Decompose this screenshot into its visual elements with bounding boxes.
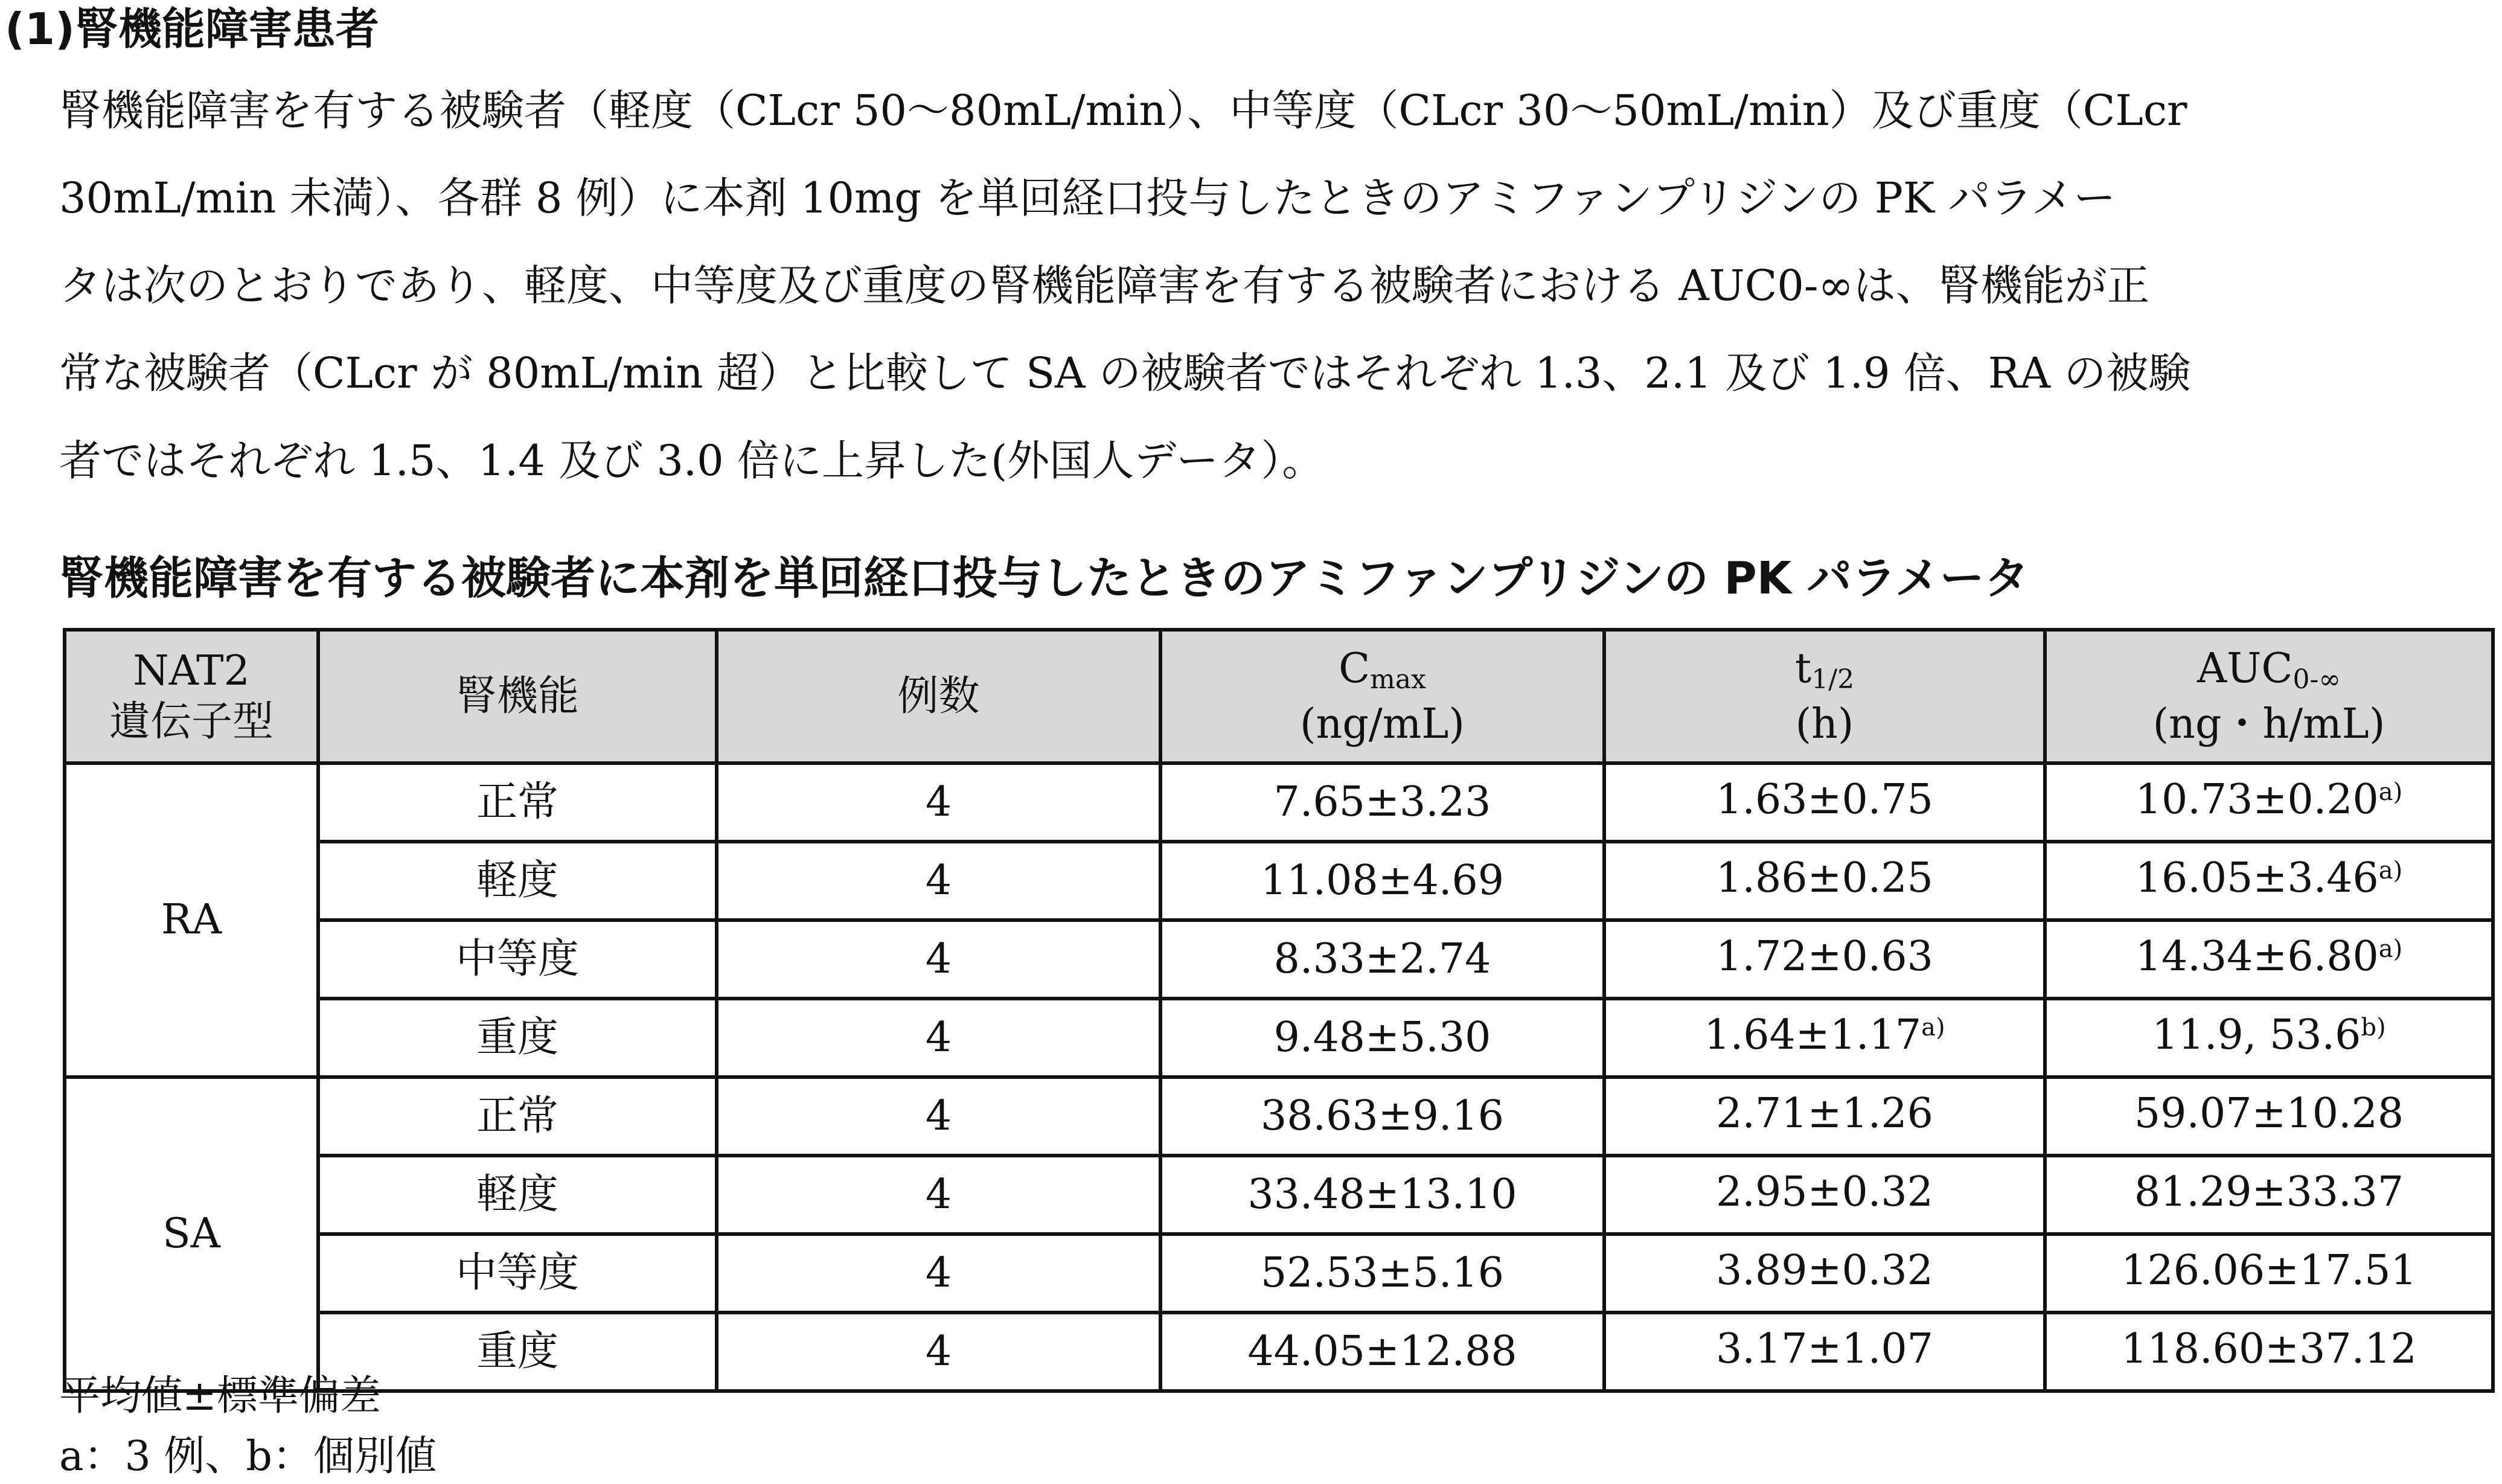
table-title: 腎機能障害を有する被験者に本剤を単回経口投与したときのアミファンプリジンの PK パラメータ bbox=[59, 552, 2029, 604]
auc-cell: 126.06±17.51 bbox=[2045, 1234, 2493, 1313]
renal-cell: 中等度 bbox=[318, 1234, 717, 1313]
auc-cell: 59.07±10.28 bbox=[2045, 1077, 2493, 1156]
n-cell: 4 bbox=[717, 1234, 1160, 1313]
header-auc-unit: (ng・h/mL) bbox=[2152, 700, 2385, 748]
thalf-cell: 1.72±0.63 bbox=[1604, 920, 2045, 999]
header-thalf-label: $t_{1/2}$ bbox=[1794, 644, 1855, 695]
header-cmax-label: $C_{max}$ bbox=[1339, 644, 1426, 695]
renal-cell: 軽度 bbox=[318, 842, 717, 920]
table-row bbox=[65, 1234, 2493, 1313]
n-cell: 4 bbox=[717, 999, 1160, 1077]
table-row bbox=[65, 763, 2493, 842]
n-cell: 4 bbox=[717, 763, 1160, 842]
renal-cell: 重度 bbox=[318, 999, 717, 1077]
thalf-cell: 2.95±0.32 bbox=[1604, 1156, 2045, 1234]
footnote-mark: a) bbox=[2378, 856, 2403, 884]
cmax-cell: 8.33±2.74 bbox=[1160, 920, 1604, 999]
genotype-cell: SA bbox=[65, 1077, 318, 1391]
renal-cell: 正常 bbox=[318, 1077, 717, 1156]
cmax-cell: 44.05±12.88 bbox=[1160, 1313, 1604, 1391]
thalf-cell: 1.86±0.25 bbox=[1604, 842, 2045, 920]
header-genotype bbox=[65, 630, 318, 763]
table-row bbox=[65, 1313, 2493, 1391]
footnote-abbreviations: a：3 例、b：個別値 bbox=[59, 1433, 437, 1480]
thalf-cell: $1.64\pm 1.17^{a)}$ bbox=[1604, 999, 2045, 1077]
footnote-mark: a) bbox=[2378, 778, 2403, 806]
cmax-cell: 9.48±5.30 bbox=[1160, 999, 1604, 1077]
thalf-cell: 3.89±0.32 bbox=[1604, 1234, 2045, 1313]
header-auc bbox=[2045, 630, 2493, 763]
paragraph-line: 30mL/min 未満）、各群 8 例）に本剤 10mg を単回経口投与したときのアミファンプリジンの PK パラメー bbox=[59, 173, 2116, 223]
auc-cell: 118.60±37.12 bbox=[2045, 1313, 2493, 1391]
cmax-cell: 52.53±5.16 bbox=[1160, 1234, 1604, 1313]
header-cmax-unit: (ng/mL) bbox=[1300, 700, 1465, 748]
renal-cell: 軽度 bbox=[318, 1156, 717, 1234]
cmax-cell: 7.65±3.23 bbox=[1160, 763, 1604, 842]
paragraph-line: タは次のとおりであり、軽度、中等度及び重度の腎機能障害を有する被験者における AUC0-∞は、腎機能が正 bbox=[59, 261, 2149, 310]
n-cell: 4 bbox=[717, 1077, 1160, 1156]
cmax-cell: 11.08±4.69 bbox=[1160, 842, 1604, 920]
header-cmax bbox=[1160, 630, 1604, 763]
footnote-mark: b) bbox=[2361, 1013, 2386, 1041]
cmax-cell: 38.63±9.16 bbox=[1160, 1077, 1604, 1156]
n-cell: 4 bbox=[717, 842, 1160, 920]
header-auc-label: $AUC_{0-\infty}$ bbox=[2197, 644, 2341, 695]
auc-cell: 11.9, 53.6$^{b)}$ bbox=[2045, 999, 2493, 1077]
n-cell: 4 bbox=[717, 1156, 1160, 1234]
renal-cell: 重度 bbox=[318, 1313, 717, 1391]
thalf-cell: 2.71±1.26 bbox=[1604, 1077, 2045, 1156]
pk-parameter-table bbox=[63, 628, 2495, 1393]
auc-cell: $10.73\pm 0.20^{a)}$ bbox=[2045, 763, 2493, 842]
table-row bbox=[65, 842, 2493, 920]
renal-cell: 正常 bbox=[318, 763, 717, 842]
header-number-of-subjects: 例数 bbox=[717, 630, 1160, 763]
footnote-mean-sd: 平均値±標準偏差 bbox=[59, 1372, 381, 1420]
cmax-cell: 33.48±13.10 bbox=[1160, 1156, 1604, 1234]
paragraph-line: 腎機能障害を有する被験者（軽度（CLcr 50〜80mL/min）、中等度（CLcr 30〜50mL/min）及び重度（CLcr bbox=[59, 86, 2187, 135]
table-row bbox=[65, 1077, 2493, 1156]
paragraph-line: 者ではそれぞれ 1.5、1.4 及び 3.0 倍に上昇した(外国人データ）。 bbox=[59, 436, 1325, 485]
table-header-row bbox=[65, 630, 2493, 763]
table-row bbox=[65, 999, 2493, 1077]
paragraph-line: 常な被験者（CLcr が 80mL/min 超）と比較して SA の被験者ではそれぞれ 1.3、2.1 及び 1.9 倍、RA の被験 bbox=[59, 348, 2191, 398]
footnote-mark: a) bbox=[1921, 1013, 1945, 1041]
header-thalf-unit: (h) bbox=[1795, 700, 1854, 748]
table-row bbox=[65, 920, 2493, 999]
auc-cell: $14.34\pm 6.80^{a)}$ bbox=[2045, 920, 2493, 999]
header-thalf bbox=[1604, 630, 2045, 763]
table-row bbox=[65, 1156, 2493, 1234]
n-cell: 4 bbox=[717, 1313, 1160, 1391]
header-genotype-line2: 遺伝子型 bbox=[109, 697, 274, 746]
thalf-cell: 3.17±1.07 bbox=[1604, 1313, 2045, 1391]
n-cell: 4 bbox=[717, 920, 1160, 999]
header-genotype-line1: NAT2 bbox=[133, 647, 250, 695]
section-heading: (1)腎機能障害患者 bbox=[5, 4, 379, 54]
auc-cell: 81.29±33.37 bbox=[2045, 1156, 2493, 1234]
footnote-mark: a) bbox=[2378, 935, 2403, 963]
thalf-cell: 1.63±0.75 bbox=[1604, 763, 2045, 842]
auc-cell: $16.05\pm 3.46^{a)}$ bbox=[2045, 842, 2493, 920]
header-renal-function: 腎機能 bbox=[318, 630, 717, 763]
genotype-cell: RA bbox=[65, 763, 318, 1077]
renal-cell: 中等度 bbox=[318, 920, 717, 999]
